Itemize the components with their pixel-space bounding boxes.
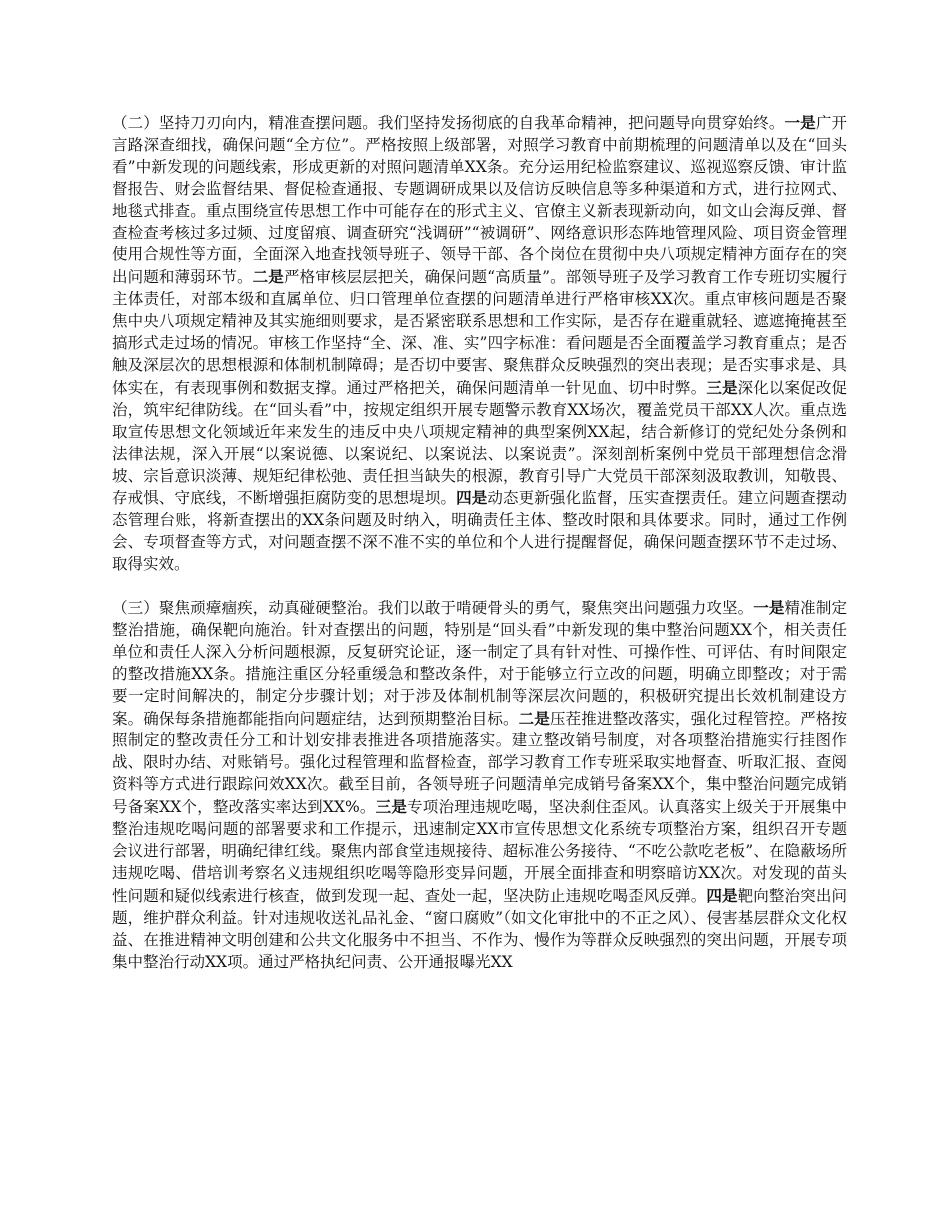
document-page [112, 112, 847, 994]
point-one-label: 一是 [753, 598, 785, 618]
point-three-label: 三是 [706, 377, 738, 397]
point-two-text: 严格审核层层把关，确保问题“高质量”。部领导班子及学习教育工作专班切实履行主体责任，对部本级和直属单位、归口管理单位查摆的问题清单进行严格审核XX次。重点审核问题是否聚焦中央八项规定精神及其实施细则要求，是否紧密联系思想和工作实际，是否存在避重就轻、遮遮掩掩甚至搞形式走过场的情况。审核工作坚持“全、深、准、实”四字标准：看问题是否全面覆盖学习教育重点；是否触及深层次的思想根源和体制机制障碍；是否切中要害、聚焦群众反映强烈的突出表现；是否实事求是、具体实在，有表现事例和数据支撑。通过严格把关，确保问题清单一针见血、切中时弊。 [112, 268, 847, 397]
point-four-text: 动态更新强化监督，压实查摆责任。建立问题查摆动态管理台账，将新查摆出的XX条问题及时纳入，明确责任主体、整改时限和具体要求。同时，通过工作例会、专项督查等方式，对问题查摆不深不准不实的单位和个人进行提醒督促，确保问题查摆环节不走过场、取得实效。 [112, 489, 847, 574]
point-one-text: 广开言路深查细找，确保问题“全方位”。严格按照上级部署，对照学习教育中前期梳理的问题清单以及在“回头看”中新发现的问题线索，形成更新的对照问题清单XX条。充分运用纪检监察建议、巡视巡察反馈、审计监督报告、财会监督结果、督促检查通报、专题调研成果以及信访反映信息等多种渠道和方式，进行拉网式、地毯式排查。重点围绕宣传思想工作中可能存在的形式主义、官僚主义新表现新动向，如文山会海反弹、督查检查考核过多过频、过度留痕、调查研究“浅调研”“被调研”、网络意识形态阵地管理风险、项目资金管理使用合规性等方面，全面深入地查找领导班子、领导干部、各个岗位在贯彻中央八项规定精神方面存在的突出问题和薄弱环节。 [112, 114, 847, 287]
point-two-text: 压茬推进整改落实，强化过程管控。严格按照制定的整改责任分工和计划安排表推进各项措施落实。建立整改销号制度，对各项整治措施实行挂图作战、限时办结、对账销号。强化过程管理和监督检查，部学习教育工作专班采取实地督查、听取汇报、查阅资料等方式进行跟踪问效XX次。截至目前，各领导班子问题清单完成销号备案XX个，集中整治问题完成销号备案XX个，整改落实率达到XX%。 [112, 709, 847, 817]
point-one-label: 一是 [784, 113, 816, 132]
point-three-text: 专项治理违规吃喝，坚决刹住歪风。认真落实上级关于开展集中整治违规吃喝问题的部署要求和工作提示，迅速制定XX市宣传思想文化系统专项整治方案，组织召开专题会议进行部署，明确纪律红线。聚焦内部食堂违规接待、超标准公务接待、“不吃公款吃老板”、在隐蔽场所违规吃喝、借培训考察名义违规组织吃喝等隐形变异问题，开展全面排查和明察暗访XX次。对发现的苗头性问题和疑似线索进行核查，做到发现一起、查处一起，坚决防止违规吃喝歪风反弹。 [112, 798, 847, 905]
section-two-paragraph [112, 112, 847, 576]
point-three-label: 三是 [375, 797, 408, 817]
section-three-intro: （三）聚焦顽瘴痼疾，动真碰硬整治。我们以敢于啃硬骨头的勇气，聚焦突出问题强力攻坚。 [112, 599, 754, 618]
point-three-text: 深化以案促改促治，筑牢纪律防线。在“回头看”中，按规定组织开展专题警示教育XX场次，覆盖党员干部XX人次。重点选取宣传思想文化领域近年来发生的违反中央八项规定精神的典型案例XX起，结合新修订的党纪处分条例和法律法规，深入开展“以案说德、以案说纪、以案说法、以案说责”。深刻剖析案例中党员干部理想信念滑坡、宗旨意识淡薄、规矩纪律松弛、责任担当缺失的根源，教育引导广大党员干部深刻汲取教训，知敬畏、存戒惧、守底线，不断增强拒腐防变的思想堤坝。 [112, 378, 847, 508]
point-one-text: 精准制定整治措施，确保靶向施治。针对查摆出的问题，特别是“回头看”中新发现的集中整治问题XX个，相关责任单位和责任人深入分析问题根源，反复研究论证，逐一制定了具有针对性、可操作性、可评估、有时间限定的整改措施XX条。措施注重区分轻重缓急和整改条件，对于能够立行立改的问题，明确立即整改；对于需要一定时间解决的，制定分步骤计划；对于涉及体制机制等深层次问题的，积极研究提出长效机制建设方案。确保每条措施都能指向问题症结，达到预期整治目标。 [112, 599, 847, 728]
point-four-label: 四是 [706, 885, 738, 905]
section-three-paragraph [112, 597, 847, 973]
point-four-label: 四是 [456, 488, 488, 508]
point-four-text: 靶向整治突出问题，维护群众利益。针对违规收送礼品礼金、“窗口腐败”（如文化审批中的不正之风）、侵害基层群众文化权益、在推进精神文明创建和公共文化服务中不担当、不作为、慢作为等群众反映强烈的突出问题，开展专项集中整治行动XX项。通过严格执纪问责、公开通报曝光XX [112, 886, 847, 971]
point-two-label: 二是 [518, 708, 550, 728]
point-two-label: 二是 [252, 267, 284, 287]
section-two-intro: （二）坚持刀刃向内，精准查摆问题。我们坚持发扬彻底的自我革命精神，把问题导向贯穿始终。 [112, 114, 785, 132]
